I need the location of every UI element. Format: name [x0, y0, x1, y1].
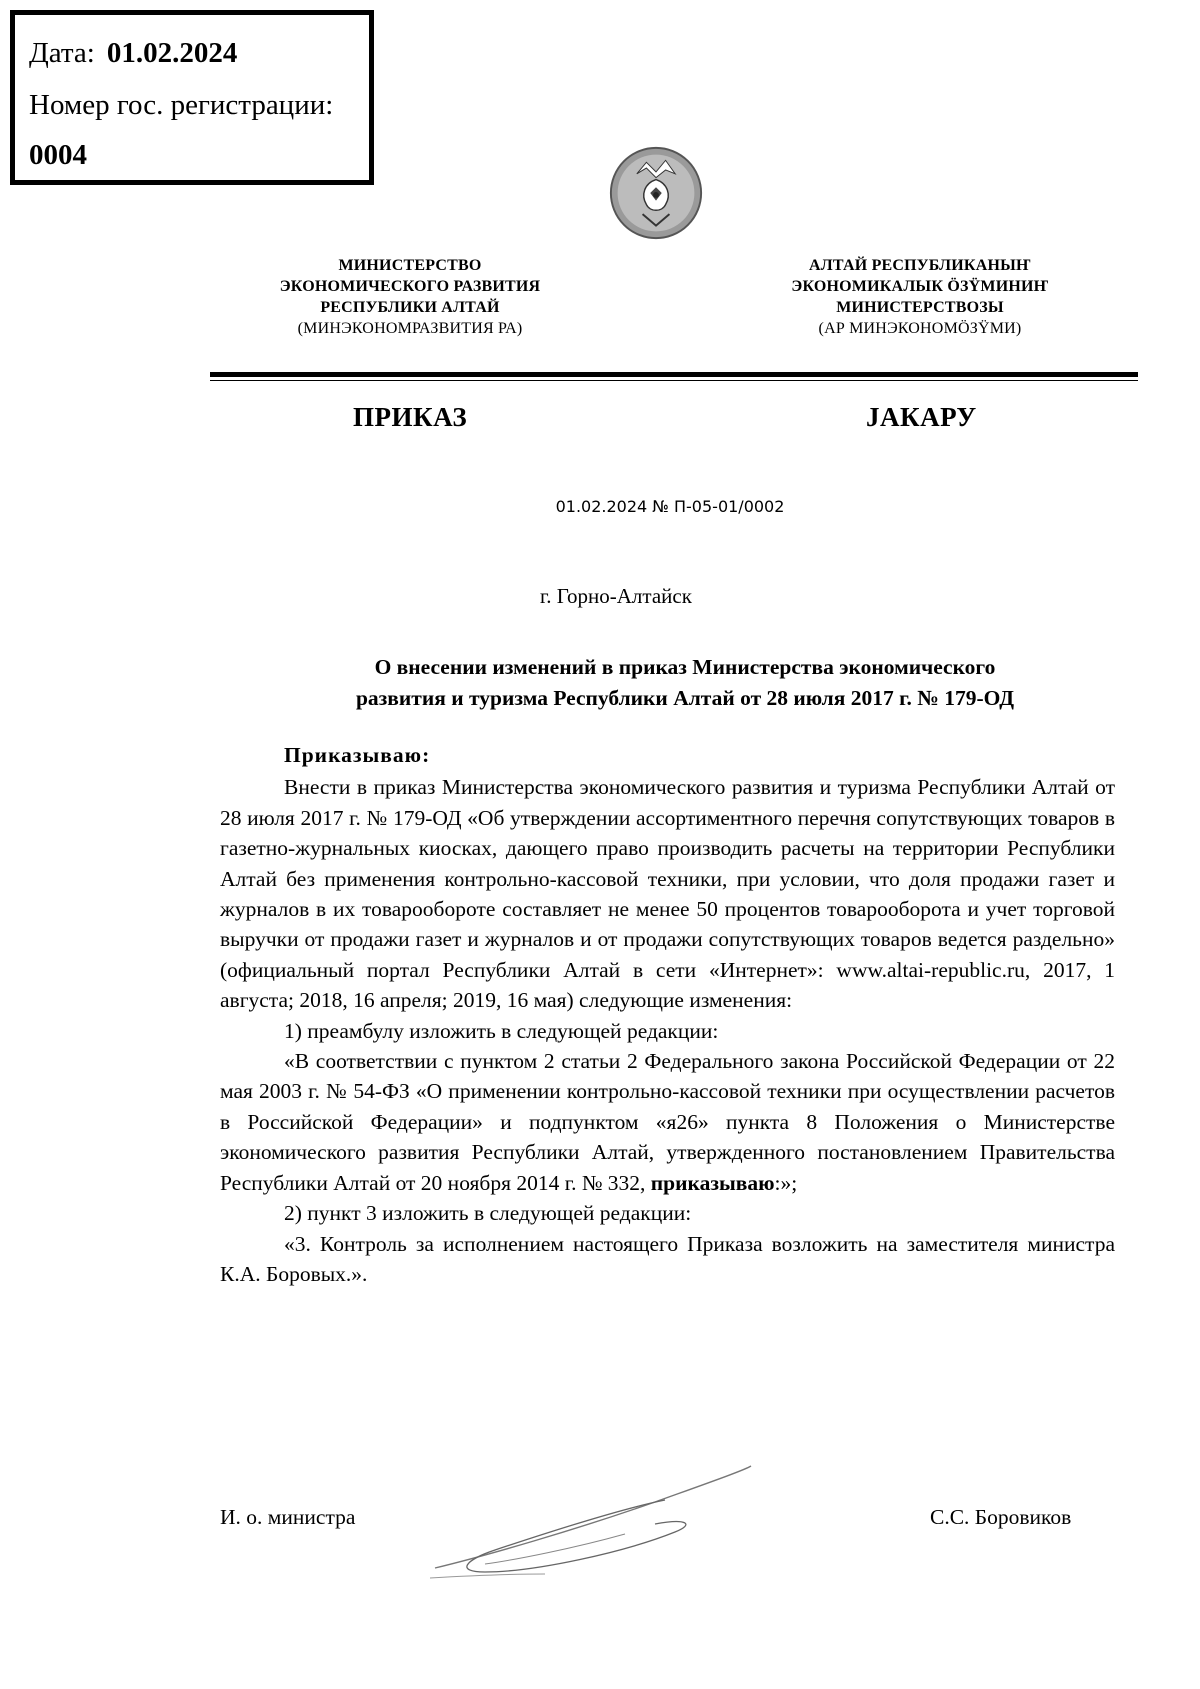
header-right-line4: (АР МИНЭКОНОМÖЗŸМИ)	[818, 320, 1022, 337]
header-right-line1: АЛТАЙ РЕСПУБЛИКАНЫҤ	[809, 257, 1031, 274]
signatory-role: И. о. министра	[220, 1505, 356, 1529]
document-body	[220, 740, 1115, 1289]
ministry-name-russian	[230, 255, 590, 339]
paragraph-3	[220, 1046, 1115, 1198]
header-left-line1: МИНИСТЕРСТВО	[338, 257, 482, 274]
stamp-date-label: Дата:	[29, 37, 95, 69]
header-right-line2: ЭКОНОМИКАЛЫК ÖЗŸМИНИҤ	[791, 278, 1049, 295]
stamp-date-value: 01.02.2024	[106, 37, 238, 69]
header-left-line3: РЕСПУБЛИКИ АЛТАЙ	[320, 299, 500, 316]
coat-of-arms-icon	[608, 145, 704, 241]
paragraph-3-text: «В соответствии с пунктом 2 статьи 2 Федерального закона Российской Федерации от 22 мая 2003 г. № 54-ФЗ «О применении контрольно-кассовой техники при осуществлении расчетов в Российской Федерации» и подпунктом «я26» пункта 8 Положения о Министерстве экономического развития Республики Алтай, утвержденного постановлением Правительства Республики Алтай от 20 ноября 2014 г. № 332,	[220, 1049, 1115, 1195]
registration-stamp	[10, 10, 374, 185]
header-left-line2: ЭКОНОМИЧЕСКОГО РАЗВИТИЯ	[279, 278, 541, 295]
document-title-line2: развития и туризма Республики Алтай от 28 июля 2017 г. № 179-ОД	[355, 686, 1015, 710]
paragraph-2: 1) преамбулу изложить в следующей редакции:	[284, 1018, 719, 1043]
document-title-line1: О внесении изменений в приказ Министерства экономического	[374, 655, 996, 679]
stamp-reg-value: 0004	[29, 139, 87, 171]
header-left-line4: (МИНЭКОНОМРАЗВИТИЯ РА)	[297, 320, 523, 337]
orders-word: Приказываю:	[284, 743, 431, 767]
order-heading-russian: ПРИКАЗ	[353, 402, 468, 432]
signatory-name: С.С. Боровиков	[930, 1505, 1072, 1529]
header-right-line3: МИНИСТЕРСТВОЗЫ	[836, 299, 1004, 316]
stamp-date-row	[29, 37, 237, 70]
order-number: 01.02.2024 № П-05-01/0002	[555, 497, 785, 516]
header-divider-thick	[210, 372, 1138, 377]
document-title	[250, 652, 1120, 714]
signature-icon	[425, 1460, 755, 1590]
header-divider-thin	[210, 380, 1138, 381]
paragraph-3-end: :»;	[774, 1170, 798, 1195]
paragraph-4: 2) пункт 3 изложить в следующей редакции:	[284, 1201, 692, 1226]
city: г. Горно-Алтайск	[540, 584, 692, 608]
stamp-reg-label: Номер гос. регистрации:	[29, 89, 334, 121]
paragraph-3-bold: приказываю	[650, 1170, 775, 1195]
paragraph-1: Внести в приказ Министерства экономического развития и туризма Республики Алтай от 28 июля 2017 г. № 179-ОД «Об утверждении ассортиментного перечня сопутствующих товаров в газетно-журнальных киосках, дающего право производить расчеты на территории Республики Алтай без применения контрольно-кассовой техники, при условии, что доля продажи газет и журналов в их товарообороте составляет не менее 50 процентов товарооборота и учет торговой выручки от продажи газет и журналов и от продажи сопутствующих товаров ведется раздельно» (официальный портал Республики Алтай в сети «Интернет»: www.altai-republic.ru, 2017, 1 августа; 2018, 16 апреля; 2019, 16 мая) следующие изменения:	[220, 775, 1115, 1013]
paragraph-5: «3. Контроль за исполнением настоящего Приказа возложить на заместителя министра К.А. Боровых.».	[220, 1231, 1115, 1286]
ministry-name-altai	[740, 255, 1100, 339]
order-heading-altai: JАКАРУ	[866, 402, 977, 432]
